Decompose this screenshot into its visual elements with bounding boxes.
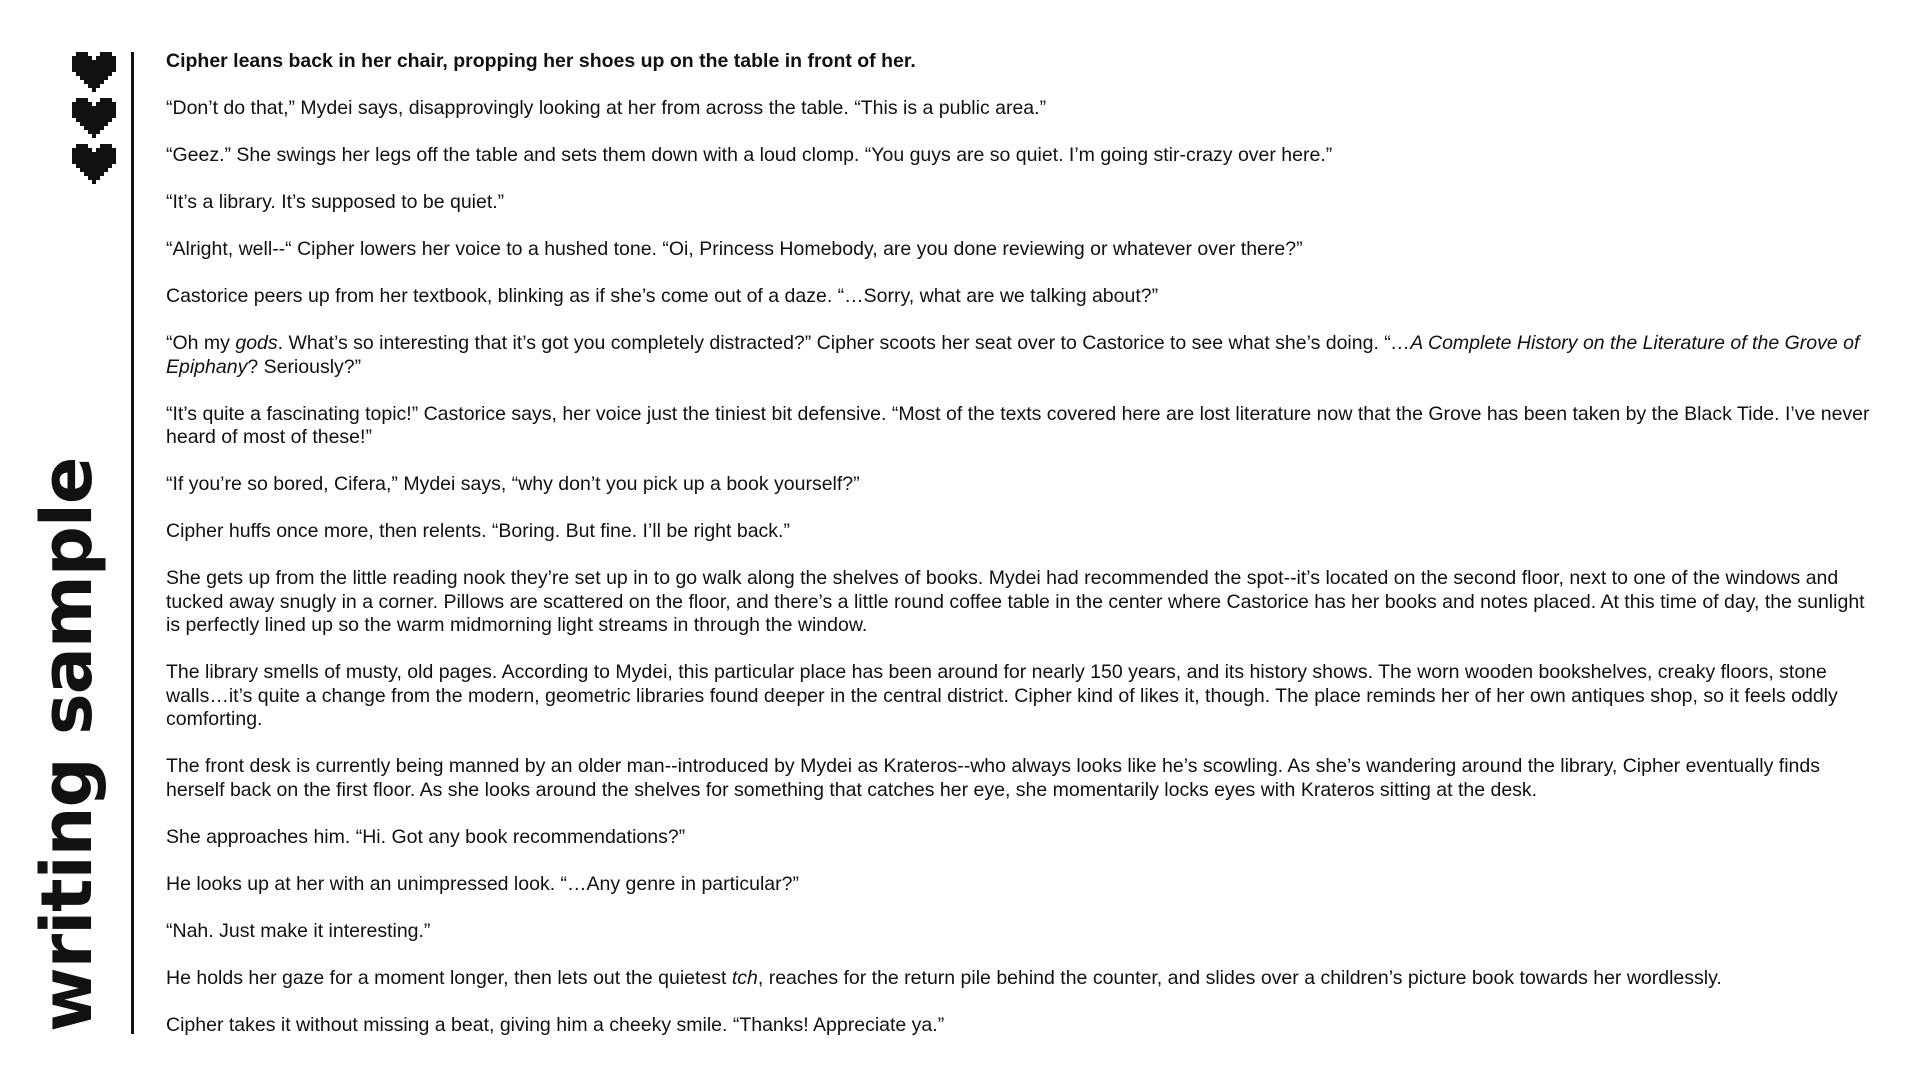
text-run: Cipher takes it without missing a beat, giving him a cheeky smile. “Thanks! Appreciate ya.” [166, 1013, 945, 1036]
italic-text: tch [731, 966, 758, 989]
text-run: “It’s quite a fascinating topic!” Castorice says, her voice just the tiniest bit defensive. “Most of the texts covered here are lost literature now that the Grove has been taken by the Black Tide. I’ve never heard of most of these!” [166, 402, 1870, 448]
italic-text: gods [235, 332, 278, 354]
text-run: “Alright, well--“ Cipher lowers her voice to a hushed tone. “Oi, Princess Homebody, are you done reviewing or whatever over there?” [166, 238, 1303, 260]
pixel-heart-icon [72, 98, 116, 138]
paragraph [166, 1014, 1876, 1038]
text-run: “It’s a library. It’s supposed to be quiet.” [166, 191, 505, 213]
text-run: ? Seriously?” [247, 355, 362, 378]
paragraph [166, 332, 1876, 379]
paragraph [166, 661, 1876, 732]
paragraph [166, 285, 1876, 309]
text-run: Castorice peers up from her textbook, blinking as if she’s come out of a daze. “…Sorry, what are we talking about?” [166, 285, 1159, 307]
text-run: The library smells of musty, old pages. According to Mydei, this particular place has been around for nearly 150 years, and its history shows. The worn wooden bookshelves, creaky floors, stone walls…it’s quite a change from the modern, geometric libraries found deeper in the central district. Cipher kind of likes it, though. The place reminds her of her own antiques shop, so it feels oddly comforting. [166, 661, 1838, 730]
paragraph [166, 144, 1876, 168]
paragraph [166, 826, 1876, 850]
hearts-decoration [72, 52, 118, 190]
pixel-heart-icon [72, 144, 116, 184]
text-run: She gets up from the little reading nook they’re set up in to go walk along the shelves of books. Mydei had recommended the spot--it’s located on the second floor, next to one of the windows and tucked away snugly in a corner. Pillows are scattered on the floor, and there’s a little round coffee table in the center where Castorice has her books and notes placed. At this time of day, the sunlight is perfectly lined up so the warm midmorning light streams in through the window. [166, 567, 1865, 636]
vertical-divider [131, 52, 134, 1034]
text-run: , reaches for the return pile behind the counter, and slides over a children’s picture book towards her wordlessly. [757, 966, 1722, 989]
text-run: “Nah. Just make it interesting.” [166, 919, 431, 942]
paragraph [166, 873, 1876, 897]
paragraph [166, 567, 1876, 638]
text-run: . What’s so interesting that it’s got you completely distracted?” Cipher scoots her seat over to Castorice to see what she’s doing. “ [277, 332, 1391, 354]
text-run: Cipher leans back in her chair, propping her shoes up on the table in front of her. [166, 50, 916, 72]
document-page: writing sample Cipher leans back in her chair, propping her shoes up on the table in front of her. “Don’t do that,” Mydei says, disapprovingly looking at her from across the table. “This is a public area.” “Geez.” She swings her legs off the table and sets them down with a loud clomp. “You guys are so quiet. I’m going stir-crazy over here.” “It’s a library. It’s supposed to be quiet.” “Alright, well--“ Cipher lowers her voice to a hushed tone. “Oi, Princess Homebody, are you done reviewing or whatever over there?” Castorice peers up from her textbook, blinking as if she’s come out of a daze. “…Sorry, what are we talking about?” “Oh my gods. What’s so interesting that it’s got you completely distracted?” Cipher scoots her seat over to Castorice to see what she’s doing. “…A Complete History on the Literature of the Grove of Epiphany? Seriously?” “It’s quite a fascinating topic!” Castorice says, her voice just the tiniest bit defensive. “Most of the texts covered here are lost literature now that the Grove has been taken by the Black Tide. I’ve never heard of most of these!” “If you’re so bored, Cifera,” Mydei says, “why don’t you pick up a book yourself?” Cipher huffs once more, then relents. “Boring. But fine. I’ll be right back.” She gets up from the little reading nook they’re set up in to go walk along the shelves of books. Mydei had recommended the spot--it’s located on the second floor, next to one of the windows and tucked away snugly in a corner. Pillows are scattered on the floor, and there’s a little round coffee table in the center where Castorice has her books and notes placed. At this time of day, the sunlight is perfectly lined up so the warm midmorning light streams in through the window. The library smells of musty, old pages. According to Mydei, this particular place has been around for nearly 150 years, and its history shows. The worn wooden bookshelves, creaky floors, stone walls…it’s quite a change from the modern, geometric libraries found deeper in the central district. Cipher kind of likes it, though. The place reminds her of her own antiques shop, so it feels oddly comforting. The front desk is currently being manned by an older man--introduced by Mydei as Krateros--who always looks like he’s scowling. As she’s wandering around the library, Cipher eventually finds herself back on the first floor. As she looks around the shelves for something that catches her eye, she momentarily locks eyes with Krateros sitting at the desk. She approaches him. “Hi. Got any book recommendations?” He looks up at her with an unimpressed look. “…Any genre in particular?” “Nah. Just make it interesting.” He holds her gaze for a moment longer, then lets out the quietest tch, reaches for the return pile behind the counter, and slides over a children’s picture book towards her wordlessly. Cipher takes it without missing a beat, giving him a cheeky smile. “Thanks! Appreciate ya.” [0, 0, 1920, 1080]
paragraph [166, 755, 1876, 802]
paragraph [166, 403, 1876, 450]
text-run: “Oh my [166, 332, 236, 354]
text-run: He holds her gaze for a moment longer, then lets out the quietest [166, 966, 732, 989]
paragraph [166, 97, 1876, 121]
text-run: “Geez.” She swings her legs off the table and sets them down with a loud clomp. “You guys are so quiet. I’m going stir-crazy over here.” [166, 144, 1333, 166]
text-run: “If you’re so bored, Cifera,” Mydei says, “why don’t you pick up a book yourself?” [166, 473, 860, 495]
paragraph [166, 191, 1876, 215]
paragraph [166, 967, 1876, 991]
paragraph [166, 520, 1876, 544]
italic-text: …A Complete History on the Literature of the Grove of Epiphany [166, 332, 1860, 378]
text-run: “Don’t do that,” Mydei says, disapprovingly looking at her from across the table. “This is a public area.” [166, 97, 1047, 119]
paragraph [166, 238, 1876, 262]
paragraph [166, 473, 1876, 497]
text-run: The front desk is currently being manned by an older man--introduced by Mydei as Krateros--who always looks like he’s scowling. As she’s wandering around the library, Cipher eventually finds herself back on the first floor. As she looks around the shelves for something that catches her eye, she momentarily locks eyes with Krateros sitting at the desk. [166, 755, 1820, 801]
story-text [166, 50, 1876, 1061]
paragraph [166, 920, 1876, 944]
pixel-heart-icon [72, 52, 116, 92]
lead-paragraph [166, 50, 1876, 74]
text-run: He looks up at her with an unimpressed look. “…Any genre in particular?” [166, 872, 799, 895]
text-run: Cipher huffs once more, then relents. “Boring. But fine. I’ll be right back.” [166, 520, 790, 542]
text-run: She approaches him. “Hi. Got any book recommendations?” [166, 825, 686, 848]
